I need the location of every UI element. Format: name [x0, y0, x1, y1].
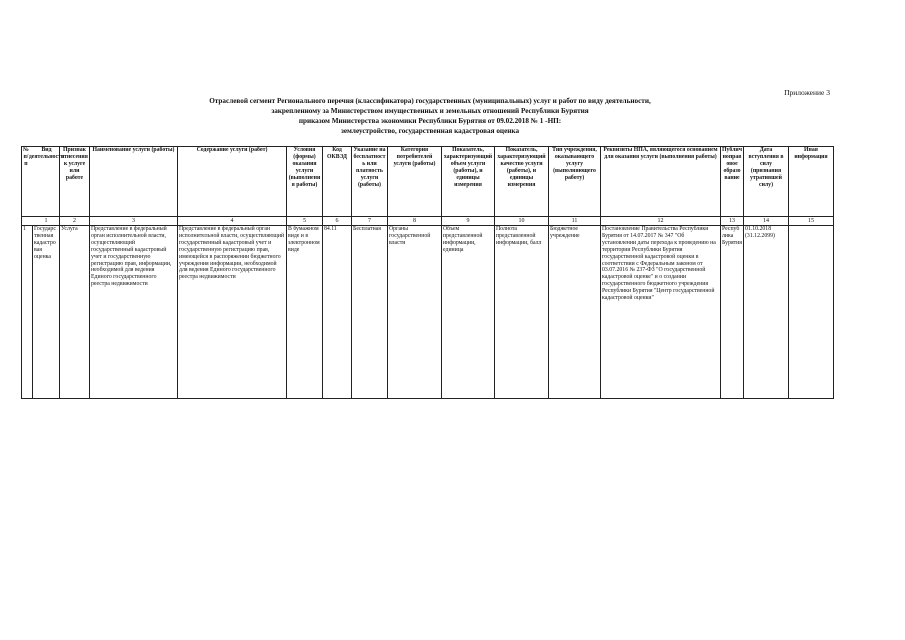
header-cell: Показатель, характеризующий объем услуги (работы), и единицы измерения	[442, 147, 495, 217]
column-number: 10	[495, 217, 549, 226]
cell-npa: Постановление Правительства Республики Бурятия от 14.07.2017 № 347 "Об установлении даты перехода к проведению на территории Республики Бурятия государственной кадастровой оценки в соответствии с Федеральным законом от 03.07.2016 № 237-ФЗ "О государственной кадастровой оценке" и о создании государственного бюджетного учреждения Республики Бурятия "Центр государственной кадастровой оценки"	[601, 226, 721, 399]
column-number: 7	[352, 217, 388, 226]
column-number: 3	[90, 217, 178, 226]
title-line: приказом Министерства экономики Республики Бурятия от 09.02.2018 № 1 -НП:	[298, 117, 562, 125]
column-number: 8	[388, 217, 442, 226]
column-number: 15	[789, 217, 834, 226]
title-line: землеустройство, государственная кадастровая оценка	[340, 127, 520, 135]
document-title	[100, 96, 760, 136]
column-number-cell	[22, 217, 60, 226]
header-cell: Публичноправовое образование	[721, 147, 744, 217]
column-number-row	[22, 217, 834, 226]
cell-num: 1	[22, 226, 33, 399]
cell-volume: Объем представленной информации, единица	[442, 226, 495, 399]
header-activity: Вид деятельности	[28, 147, 65, 160]
cell-activity: Государственная кадастровая оценка	[33, 226, 60, 399]
column-number: 12	[601, 217, 721, 226]
header-cell	[22, 147, 65, 217]
cell-name: Представление в федеральный орган исполнительной власти, осуществляющий государственный кадастровый учет и государственную регистрацию прав, информации, необходимой для ведения Единого государственного реестра недвижимости	[90, 226, 178, 399]
header-cell: Дата вступления в силу (признания утратившей силу)	[744, 147, 789, 217]
cell-quality: Полнота представленной информации, балл	[495, 226, 549, 399]
header-cell: Код ОКВЭД	[323, 147, 352, 217]
header-row	[22, 147, 834, 217]
header-cell: Показатель, характеризующий качество услуги (работы), и единицы измерения	[495, 147, 549, 217]
services-table	[21, 146, 834, 399]
column-number: 1	[44, 217, 48, 224]
header-cell: Тип учреждения, оказывающего услугу (выполняющего работу)	[549, 147, 601, 217]
cell-other	[789, 226, 834, 399]
cell-content: Представление в федеральный орган исполнительной власти, осуществляющий государственный кадастровый учет и государственную регистрацию прав, имеющейся в распоряжении бюджетного учреждения информации, необходимой для ведения Единого государственного реестра недвижимости	[178, 226, 287, 399]
header-cell: Категория потребителей услуги (работы)	[388, 147, 442, 217]
cell-consumers: Органы государственной власти	[388, 226, 442, 399]
header-cell: Иная информация	[789, 147, 834, 217]
cell-inst-type: Бюджетное учреждение	[549, 226, 601, 399]
header-num: № п/п	[23, 147, 29, 167]
header-cell: Указание на бесплатность или платность услуги (работы)	[352, 147, 388, 217]
cell-date: 01.10.2018 (31.12.2099)	[744, 226, 789, 399]
cell-paid: Бесплатная	[352, 226, 388, 399]
title-line: Отраслевой сегмент Регионального перечня (классификатора) государственных (муниципальных) услуг и работ по виду деятельности,	[209, 97, 651, 105]
cell-entity: Республика Бурятия	[721, 226, 744, 399]
cell-okved: 84.11	[323, 226, 352, 399]
column-number: 4	[178, 217, 287, 226]
column-number: 6	[323, 217, 352, 226]
header-cell: Наименование услуги (работы)	[90, 147, 178, 217]
column-number: 14	[744, 217, 789, 226]
title-line: закрепленному за Министерством имущественных и земельных отношений Республики Бурятия	[271, 107, 589, 115]
column-number: 2	[60, 217, 90, 226]
column-number: 5	[287, 217, 323, 226]
header-cell: Признак отнесения к услуге или работе	[60, 147, 90, 217]
column-number: 9	[442, 217, 495, 226]
header-cell: Условия (формы) оказания услуги (выполнения работы)	[287, 147, 323, 217]
cell-sign: Услуга	[60, 226, 90, 399]
header-cell: Реквизиты НПА, являющегося основанием для оказания услуги (выполнения работы)	[601, 147, 721, 217]
header-cell: Содержание услуги (работ)	[178, 147, 287, 217]
column-number: 11	[549, 217, 601, 226]
table-row	[22, 226, 834, 399]
column-number: 13	[721, 217, 744, 226]
appendix-label: Приложение 3	[784, 88, 830, 97]
cell-form: В бумажном виде и в электронном виде	[287, 226, 323, 399]
